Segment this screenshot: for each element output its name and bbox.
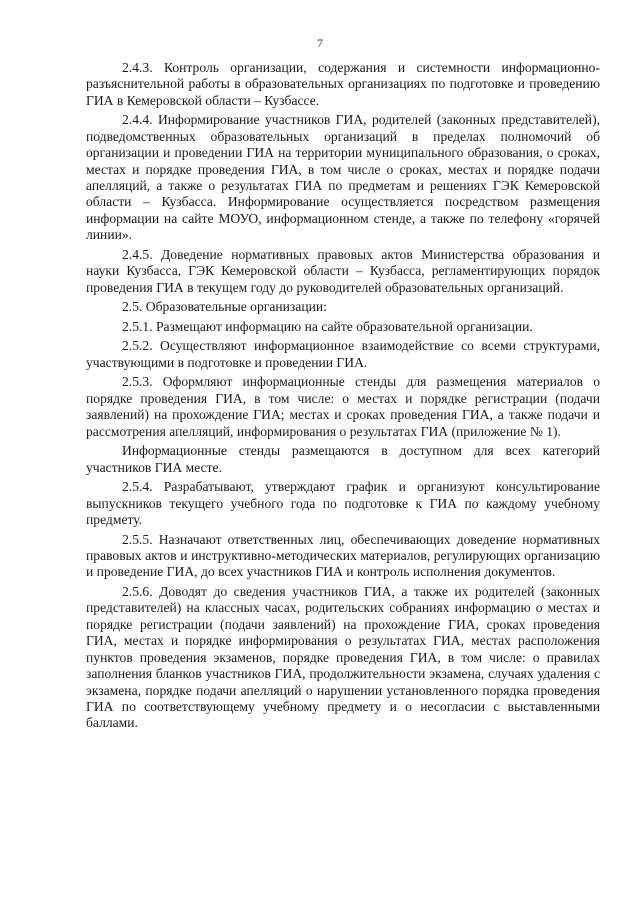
paragraph-2-5-5: 2.5.5. Назначают ответственных лиц, обеспечивающих доведение нормативных правовых актов и инструктивно-методических материалов, регулирующих организацию и проведение ГИА, до всех участников ГИА и контроль исполнения документов. [86,531,600,580]
paragraph-2-5-1: 2.5.1. Размещают информацию на сайте образовательной организации. [122,318,533,334]
paragraph-2-5-2: 2.5.2. Осуществляют информационное взаимодействие со всеми структурами, участвующими в подготовке и проведении ГИА. [86,338,600,370]
page-number: 7 [317,36,323,50]
paragraph-2-5-6: 2.5.6. Доводят до сведения участников ГИА, а также их родителей (законных представителей) на классных часах, родительских собраниях информацию о местах и порядке регистрации (подачи заявлений) на прохождение ГИА, сроках проведения ГИА, местах и порядке информирования о результатах ГИА, местах расположения пунктов проведения экзаменов, порядке проведения ГИА, в том числе: о правилах заполнения бланков участников ГИА, продолжительности экзамена, случаях удаления с экзамена, порядке подачи апелляций о нарушении установленного порядка проведения ГИА по соответствующему учебному предмету и о несогласии с выставленными баллами. [86,584,600,731]
paragraph-info-stands: Информационные стенды размещаются в доступном для всех категорий участников ГИА месте. [86,443,600,475]
paragraph-2-5-4: 2.5.4. Разрабатывают, утверждают график и организуют консультирование выпускников текущего учебного года по подготовке к ГИА по каждому учебному предмету. [86,479,600,528]
section-heading-2-5: 2.5. Образовательные организации: [122,299,327,315]
document-body [86,60,600,732]
paragraph-2-4-5: 2.4.5. Доведение нормативных правовых актов Министерства образования и науки Кузбасса, ГЭК Кемеровской области – Кузбасса, регламентирующих порядок проведения ГИА в текущем году до руководителей образовательных организаций. [86,246,600,295]
paragraph-2-4-4: 2.4.4. Информирование участников ГИА, родителей (законных представителей), подведомственных образовательных организаций в пределах полномочий об организации и проведении ГИА на территории муниципального образования, о сроках, местах и порядке проведения ГИА, в том числе о сроках, местах и порядке подачи апелляций, а также о результатах ГИА по предметам и решениях ГЭК Кемеровской области – Кузбасса. Информирование осуществляется посредством размещения информации на сайте МОУО, информационном стенде, а также по телефону «горячей линии». [86,112,600,243]
paragraph-2-5-3: 2.5.3. Оформляют информационные стенды для размещения материалов о порядке проведения ГИА, в том числе: о местах и порядке регистрации (подачи заявлений) на прохождение ГИА; местах и сроках проведения ГИА, а также подачи и рассмотрения апелляций, информирования о результатах ГИА (приложение № 1). [86,374,600,439]
paragraph-2-4-3: 2.4.3. Контроль организации, содержания и системности информационно-разъяснительной работы в образовательных организациях по подготовке и проведению ГИА в Кемеровской области – Кузбассе. [86,60,600,108]
